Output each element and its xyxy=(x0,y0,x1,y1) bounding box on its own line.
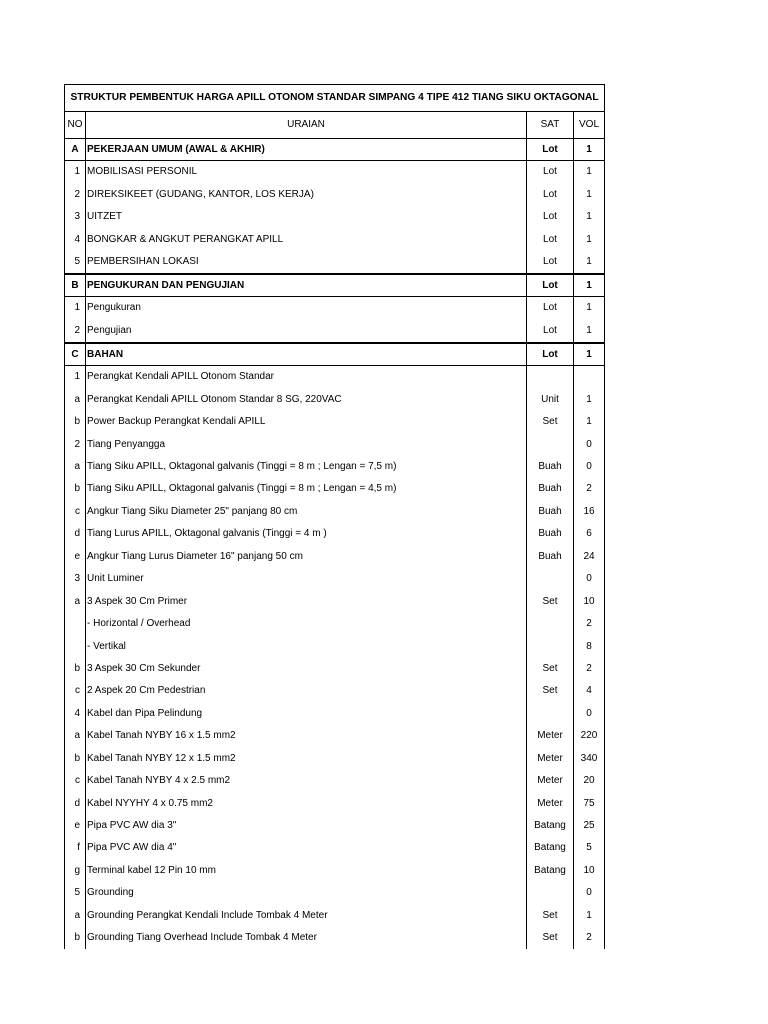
cell-no: 3 xyxy=(65,206,86,228)
cell-uraian: Grounding Perangkat Kendali Include Tombak 4 Meter xyxy=(86,905,527,927)
cell-vol: 0 xyxy=(574,882,605,904)
cell-sat: Set xyxy=(527,905,574,927)
table-row xyxy=(65,228,605,250)
cell-vol: 0 xyxy=(574,568,605,590)
cell-vol: 1 xyxy=(574,183,605,205)
cell-no: c xyxy=(65,501,86,523)
cell-sat: Unit xyxy=(527,389,574,411)
cell-no: d xyxy=(65,523,86,545)
cell-uraian: Tiang Siku APILL, Oktagonal galvanis (Tinggi = 8 m ; Lengan = 4,5 m) xyxy=(86,478,527,500)
cell-vol: 16 xyxy=(574,501,605,523)
cell-sat: Set xyxy=(527,680,574,702)
table-row xyxy=(65,882,605,904)
cell-no: b xyxy=(65,478,86,500)
cell-no: f xyxy=(65,837,86,859)
table-row xyxy=(65,658,605,680)
cell-sat: Lot xyxy=(527,206,574,228)
cell-no: g xyxy=(65,860,86,882)
table-row xyxy=(65,433,605,455)
cell-vol: 0 xyxy=(574,703,605,725)
cell-uraian: 3 Aspek 30 Cm Sekunder xyxy=(86,658,527,680)
table-row xyxy=(65,501,605,523)
cell-sat: Buah xyxy=(527,546,574,568)
cell-sat xyxy=(527,568,574,590)
cell-no: B xyxy=(65,274,86,297)
cell-no: b xyxy=(65,411,86,433)
price-structure-sheet xyxy=(64,84,604,949)
cell-uraian: Grounding Tiang Overhead Include Tombak 4 Meter xyxy=(86,927,527,949)
table-row xyxy=(65,456,605,478)
cell-sat: Set xyxy=(527,590,574,612)
table-row xyxy=(65,770,605,792)
cell-no: 1 xyxy=(65,161,86,184)
cell-sat: Set xyxy=(527,658,574,680)
cell-no: a xyxy=(65,905,86,927)
cell-vol: 1 xyxy=(574,320,605,343)
cell-sat: Batang xyxy=(527,860,574,882)
header-vol: VOL xyxy=(574,112,605,139)
table-row xyxy=(65,635,605,657)
cell-uraian: PENGUKURAN DAN PENGUJIAN xyxy=(86,274,527,297)
cell-sat: Lot xyxy=(527,183,574,205)
cell-uraian: Terminal kabel 12 Pin 10 mm xyxy=(86,860,527,882)
cell-no: C xyxy=(65,343,86,366)
cell-uraian: Unit Luminer xyxy=(86,568,527,590)
cell-no: 5 xyxy=(65,882,86,904)
header-uraian: URAIAN xyxy=(86,112,527,139)
cell-vol: 10 xyxy=(574,590,605,612)
cell-no: c xyxy=(65,680,86,702)
cell-no: 3 xyxy=(65,568,86,590)
cell-uraian: Angkur Tiang Lurus Diameter 16" panjang 50 cm xyxy=(86,546,527,568)
cell-vol: 1 xyxy=(574,161,605,184)
cell-uraian: Tiang Siku APILL, Oktagonal galvanis (Tinggi = 8 m ; Lengan = 7,5 m) xyxy=(86,456,527,478)
cell-uraian: Tiang Lurus APILL, Oktagonal galvanis (Tinggi = 4 m ) xyxy=(86,523,527,545)
table-row xyxy=(65,703,605,725)
cell-no: b xyxy=(65,748,86,770)
cell-uraian: PEMBERSIHAN LOKASI xyxy=(86,251,527,274)
cell-uraian: Pengukuran xyxy=(86,297,527,320)
cell-sat: Lot xyxy=(527,139,574,161)
cell-sat: Lot xyxy=(527,320,574,343)
table-row xyxy=(65,161,605,184)
cell-vol: 220 xyxy=(574,725,605,747)
table-row xyxy=(65,411,605,433)
cell-vol: 340 xyxy=(574,748,605,770)
table-row xyxy=(65,478,605,500)
table-row xyxy=(65,297,605,320)
header-no: NO xyxy=(65,112,86,139)
cell-vol: 1 xyxy=(574,228,605,250)
cell-no: 2 xyxy=(65,433,86,455)
cell-sat: Lot xyxy=(527,274,574,297)
cell-vol: 1 xyxy=(574,139,605,161)
cell-uraian: - Vertikal xyxy=(86,635,527,657)
cell-vol: 1 xyxy=(574,343,605,366)
cell-vol: 1 xyxy=(574,411,605,433)
cell-sat: Meter xyxy=(527,748,574,770)
cell-vol: 0 xyxy=(574,456,605,478)
cell-uraian: Kabel NYYHY 4 x 0.75 mm2 xyxy=(86,792,527,814)
cell-uraian: DIREKSIKEET (GUDANG, KANTOR, LOS KERJA) xyxy=(86,183,527,205)
table-row xyxy=(65,680,605,702)
section-row xyxy=(65,139,605,161)
cell-no: a xyxy=(65,590,86,612)
table-row xyxy=(65,206,605,228)
section-row xyxy=(65,274,605,297)
table-row xyxy=(65,590,605,612)
cell-uraian: - Horizontal / Overhead xyxy=(86,613,527,635)
table-row xyxy=(65,320,605,343)
cell-sat xyxy=(527,366,574,389)
cell-uraian: Angkur Tiang Siku Diameter 25" panjang 80 cm xyxy=(86,501,527,523)
cell-uraian: BAHAN xyxy=(86,343,527,366)
cell-vol: 1 xyxy=(574,297,605,320)
cell-vol: 24 xyxy=(574,546,605,568)
table-row xyxy=(65,815,605,837)
cell-vol: 20 xyxy=(574,770,605,792)
table-row xyxy=(65,389,605,411)
table-title-row xyxy=(65,85,605,112)
cell-uraian: PEKERJAAN UMUM (AWAL & AKHIR) xyxy=(86,139,527,161)
cell-vol: 2 xyxy=(574,478,605,500)
cell-sat xyxy=(527,613,574,635)
cell-vol xyxy=(574,366,605,389)
cell-sat xyxy=(527,882,574,904)
cell-uraian: Perangkat Kendali APILL Otonom Standar xyxy=(86,366,527,389)
table-header-row xyxy=(65,112,605,139)
cell-uraian: UITZET xyxy=(86,206,527,228)
cell-no: d xyxy=(65,792,86,814)
table-row xyxy=(65,613,605,635)
cell-sat: Buah xyxy=(527,478,574,500)
table-row xyxy=(65,860,605,882)
cell-uraian: Power Backup Perangkat Kendali APILL xyxy=(86,411,527,433)
cell-vol: 1 xyxy=(574,206,605,228)
table-row xyxy=(65,837,605,859)
cell-uraian: Pipa PVC AW dia 4" xyxy=(86,837,527,859)
cell-sat: Meter xyxy=(527,725,574,747)
cell-sat: Buah xyxy=(527,523,574,545)
cell-no xyxy=(65,613,86,635)
cell-uraian: Pengujian xyxy=(86,320,527,343)
cell-no: 5 xyxy=(65,251,86,274)
cell-sat: Lot xyxy=(527,161,574,184)
cell-sat: Meter xyxy=(527,792,574,814)
cell-vol: 8 xyxy=(574,635,605,657)
cell-vol: 75 xyxy=(574,792,605,814)
cell-no: 4 xyxy=(65,228,86,250)
table-row xyxy=(65,568,605,590)
cell-no: 2 xyxy=(65,183,86,205)
cell-uraian: Grounding xyxy=(86,882,527,904)
cell-uraian: Kabel Tanah NYBY 12 x 1.5 mm2 xyxy=(86,748,527,770)
cell-vol: 1 xyxy=(574,389,605,411)
cell-no: c xyxy=(65,770,86,792)
cell-vol: 1 xyxy=(574,274,605,297)
cell-uraian: BONGKAR & ANGKUT PERANGKAT APILL xyxy=(86,228,527,250)
cell-sat: Batang xyxy=(527,815,574,837)
cell-no: e xyxy=(65,815,86,837)
cell-no: a xyxy=(65,725,86,747)
cell-sat: Buah xyxy=(527,501,574,523)
cell-vol: 5 xyxy=(574,837,605,859)
cell-uraian: Pipa PVC AW dia 3" xyxy=(86,815,527,837)
cell-no: a xyxy=(65,456,86,478)
table-row xyxy=(65,366,605,389)
cell-vol: 25 xyxy=(574,815,605,837)
cell-uraian: 2 Aspek 20 Cm Pedestrian xyxy=(86,680,527,702)
table-row xyxy=(65,748,605,770)
cell-sat xyxy=(527,703,574,725)
cell-sat: Lot xyxy=(527,343,574,366)
cell-uraian: Kabel Tanah NYBY 4 x 2.5 mm2 xyxy=(86,770,527,792)
price-structure-table xyxy=(64,84,605,949)
cell-vol: 10 xyxy=(574,860,605,882)
cell-sat: Set xyxy=(527,927,574,949)
table-row xyxy=(65,546,605,568)
cell-vol: 1 xyxy=(574,251,605,274)
cell-no: e xyxy=(65,546,86,568)
table-row xyxy=(65,183,605,205)
cell-sat: Meter xyxy=(527,770,574,792)
cell-uraian: 3 Aspek 30 Cm Primer xyxy=(86,590,527,612)
cell-no: 4 xyxy=(65,703,86,725)
table-row xyxy=(65,927,605,949)
cell-uraian: Kabel Tanah NYBY 16 x 1.5 mm2 xyxy=(86,725,527,747)
cell-no: b xyxy=(65,658,86,680)
cell-no xyxy=(65,635,86,657)
cell-sat xyxy=(527,635,574,657)
cell-sat: Lot xyxy=(527,251,574,274)
cell-no: a xyxy=(65,389,86,411)
cell-vol: 1 xyxy=(574,905,605,927)
table-title: STRUKTUR PEMBENTUK HARGA APILL OTONOM STANDAR SIMPANG 4 TIPE 412 TIANG SIKU OKTAGONAL xyxy=(65,85,605,112)
cell-uraian: Tiang Penyangga xyxy=(86,433,527,455)
table-row xyxy=(65,792,605,814)
table-row xyxy=(65,905,605,927)
table-row xyxy=(65,251,605,274)
cell-sat: Set xyxy=(527,411,574,433)
cell-sat: Lot xyxy=(527,228,574,250)
cell-vol: 4 xyxy=(574,680,605,702)
cell-sat xyxy=(527,433,574,455)
cell-no: 1 xyxy=(65,297,86,320)
section-row xyxy=(65,343,605,366)
cell-vol: 0 xyxy=(574,433,605,455)
header-sat: SAT xyxy=(527,112,574,139)
table-row xyxy=(65,725,605,747)
cell-vol: 6 xyxy=(574,523,605,545)
cell-sat: Buah xyxy=(527,456,574,478)
cell-vol: 2 xyxy=(574,613,605,635)
cell-vol: 2 xyxy=(574,658,605,680)
cell-vol: 2 xyxy=(574,927,605,949)
cell-uraian: Kabel dan Pipa Pelindung xyxy=(86,703,527,725)
cell-sat: Lot xyxy=(527,297,574,320)
cell-no: b xyxy=(65,927,86,949)
cell-uraian: MOBILISASI PERSONIL xyxy=(86,161,527,184)
cell-uraian: Perangkat Kendali APILL Otonom Standar 8 SG, 220VAC xyxy=(86,389,527,411)
cell-no: 2 xyxy=(65,320,86,343)
cell-sat: Batang xyxy=(527,837,574,859)
cell-no: 1 xyxy=(65,366,86,389)
cell-no: A xyxy=(65,139,86,161)
table-row xyxy=(65,523,605,545)
